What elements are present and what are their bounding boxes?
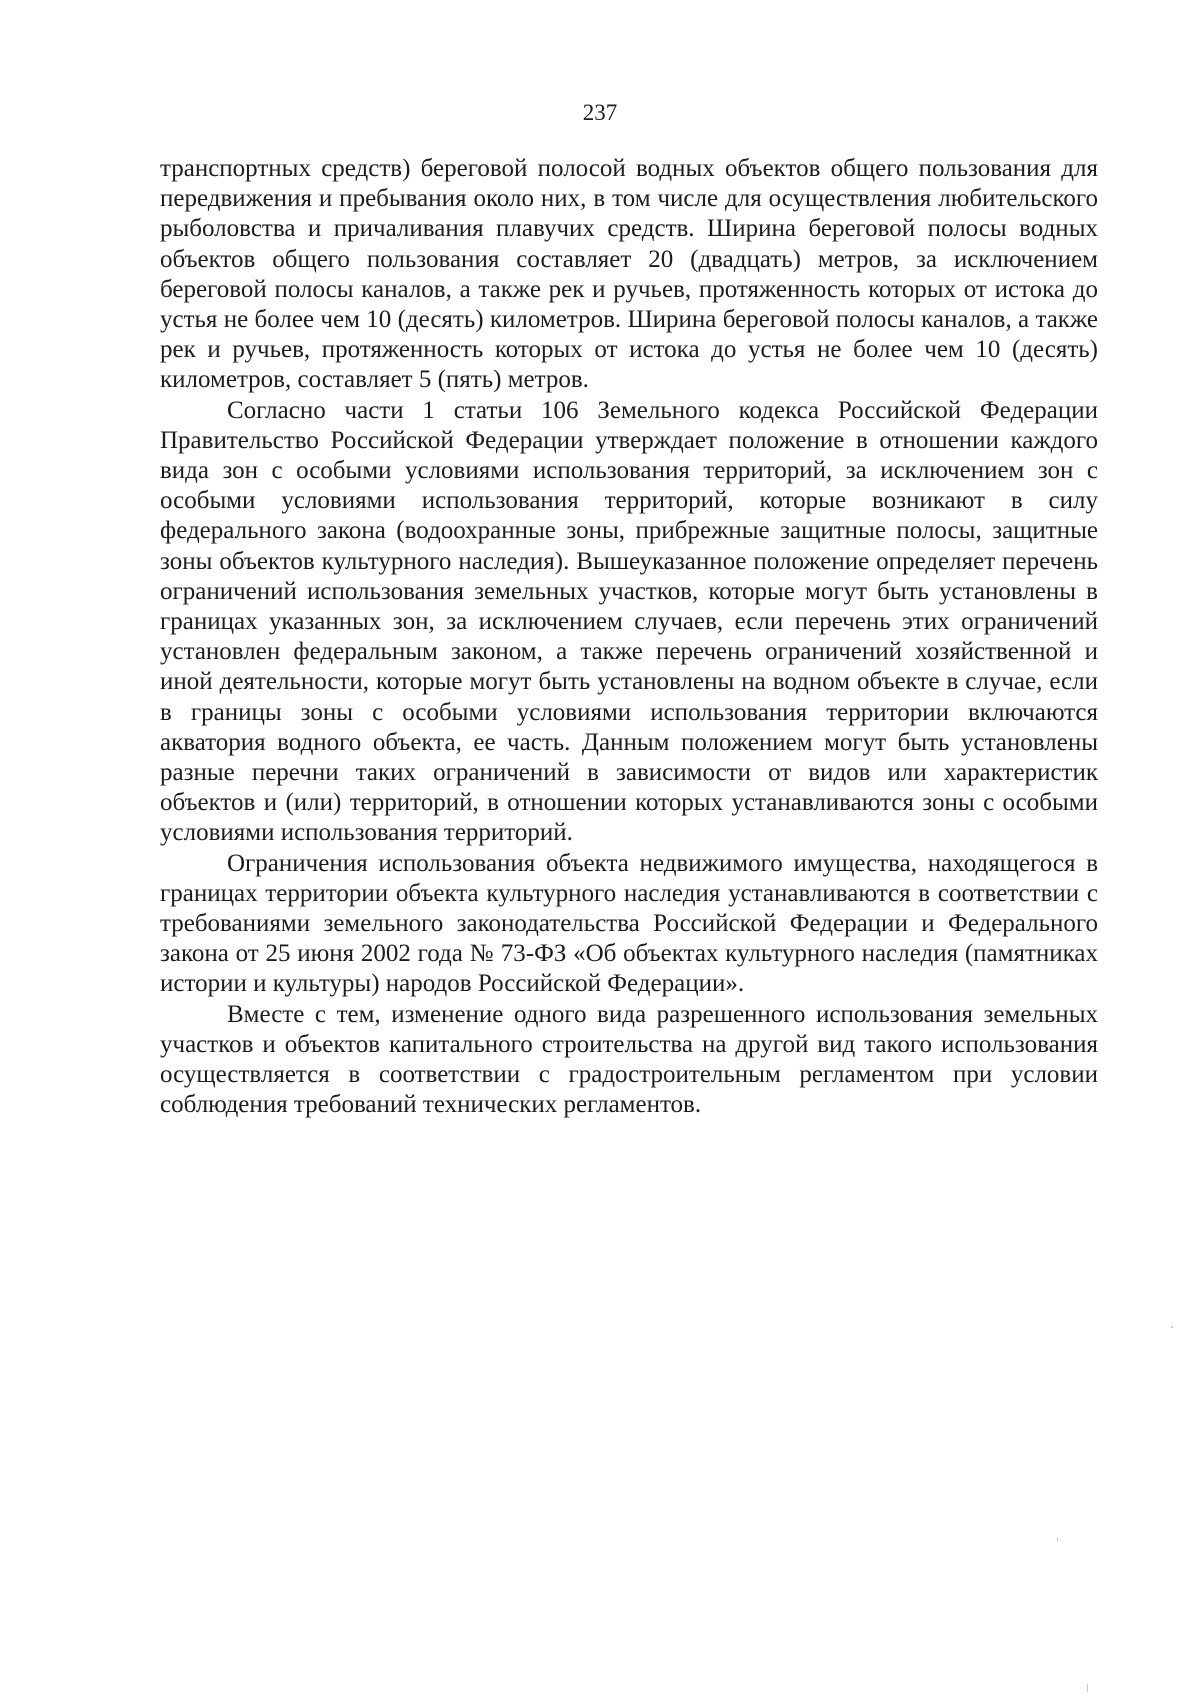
scan-speck xyxy=(1087,1684,1088,1692)
document-body xyxy=(160,154,1098,1121)
paragraph-permitted-use-change: Вместе с тем, изменение одного вида разрешенного использования земельных участков и объектов капитального строительства на другой вид такого использования осуществляется в соответствии с градостроительным регламентом при условии соблюдения требований технических регламентов. xyxy=(160,1000,1098,1119)
page-number: 237 xyxy=(582,100,618,125)
paragraph-land-code-article-106: Согласно части 1 статьи 106 Земельного кодекса Российской Федерации Правительство Российской Федерации утверждает положение в отношении каждого вида зон с особыми условиями использования территорий, за исключением зон с особыми условиями использования территорий, которые возникают в силу федерального закона (водоохранные зоны, прибрежные защитные полосы, защитные зоны объектов культурного наследия). Вышеуказанное положение определяет перечень ограничений использования земельных участков, которые могут быть установлены в границах указанных зон, за исключением случаев, если перечень этих ограничений установлен федеральным законом, а также перечень ограничений хозяйственной и иной деятельности, которые могут быть установлены на водном объекте в случае, если в границы зоны с особыми условиями использования территории включаются акватория водного объекта, ее часть. Данным положением могут быть установлены разные перечни таких ограничений в зависимости от видов или характеристик объектов и (или) территорий, в отношении которых устанавливаются зоны с особыми условиями использования территорий. xyxy=(160,396,1098,847)
paragraph-cultural-heritage-restrictions: Ограничения использования объекта недвижимого имущества, находящегося в границах территории объекта культурного наследия устанавливаются в соответствии с требованиями земельного законодательства Российской Федерации и Федерального закона от 25 июня 2002 года № 73-ФЗ «Об объектах культурного наследия (памятниках истории и культуры) народов Российской Федерации». xyxy=(160,849,1098,998)
scan-speck xyxy=(1057,1538,1058,1541)
paragraph-continued: транспортных средств) береговой полосой водных объектов общего пользования для передвижения и пребывания около них, в том числе для осуществления любительского рыболовства и причаливания плавучих средств. Ширина береговой полосы водных объектов общего пользования составляет 20 (двадцать) метров, за исключением береговой полосы каналов, а также рек и ручьев, протяженность которых от истока до устья не более чем 10 (десять) километров. Ширина береговой полосы каналов, а также рек и ручьев, протяженность которых от истока до устья не более чем 10 (десять) километров, составляет 5 (пять) метров. xyxy=(160,155,1098,394)
scan-speck xyxy=(1171,1326,1173,1328)
